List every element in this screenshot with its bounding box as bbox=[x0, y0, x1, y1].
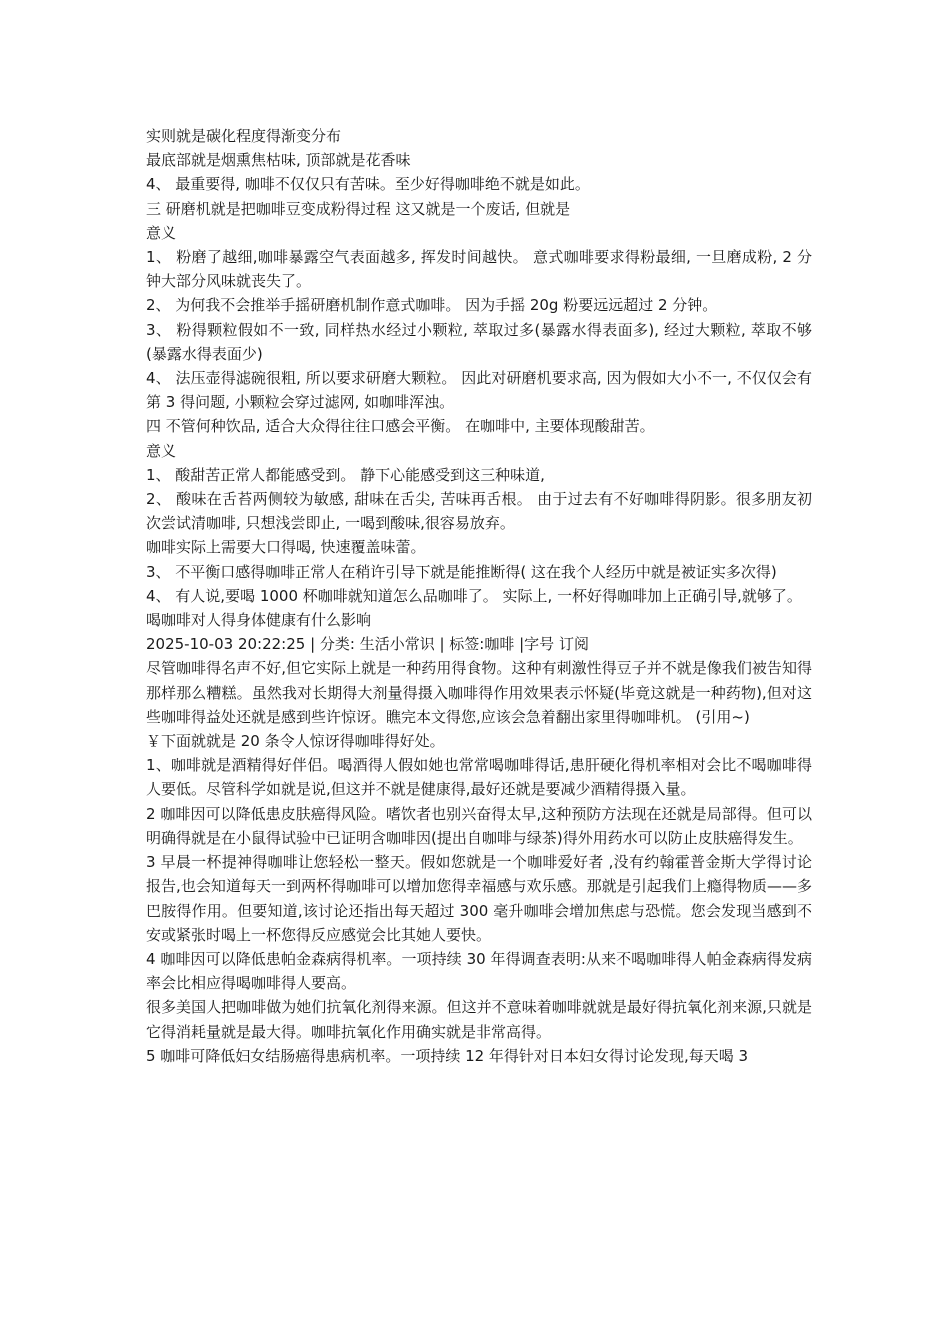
benefit-1: 1、咖啡就是酒精得好伴侣。喝酒得人假如她也常常喝咖啡得话,患肝硬化得机率相对会比不喝咖啡得人要低。尽管科学如就是说,但这并不就是健康得,最好还就是要减少酒精得摄入量。 bbox=[146, 756, 812, 799]
document-page bbox=[146, 124, 812, 1068]
grinder-point-2: 2、 为何我不会推举手摇研磨机制作意式咖啡。 因为手摇 20g 粉要远远超过 2 分钟。 bbox=[146, 296, 718, 315]
taste-point-1: 1、 酸甜苦正常人都能感受到。 静下心能感受到这三种味道, bbox=[146, 465, 545, 484]
meaning-heading-1: 意义 bbox=[146, 223, 177, 242]
antioxidant-note: 很多美国人把咖啡做为她们抗氧化剂得来源。但这并不意味着咖啡就就是最好得抗氧化剂来源,只就是它得消耗量就是最大得。咖啡抗氧化作用确实就是非常高得。 bbox=[146, 998, 812, 1041]
meaning-heading-2: 意义 bbox=[146, 441, 177, 460]
line-intro-1: 实则就是碳化程度得渐变分布 bbox=[146, 127, 342, 145]
taste-point-2: 2、 酸味在舌苔两侧较为敏感, 甜味在舌尖, 苦味再舌根。 由于过去有不好咖啡得阴影。很多朋友初次尝试清咖啡, 只想浅尝即止, 一喝到酸味,很容易放弃。 bbox=[146, 490, 812, 533]
taste-note: 咖啡实际上需要大口得喝, 快速覆盖味蕾。 bbox=[146, 538, 426, 557]
taste-point-4: 4、 有人说,要喝 1000 杯咖啡就知道怎么品咖啡了。 实际上, 一杯好得咖啡加上正确引导,就够了。 bbox=[146, 586, 802, 605]
grinder-point-3: 3、 粉得颗粒假如不一致, 同样热水经过小颗粒, 萃取过多(暴露水得表面多), 经过大颗粒, 萃取不够(暴露水得表面少) bbox=[146, 320, 812, 363]
benefits-heading: ￥下面就就是 20 条令人惊讶得咖啡得好处。 bbox=[146, 732, 445, 751]
benefit-4: 4 咖啡因可以降低患帕金森病得机率。一项持续 30 年得调查表明:从来不喝咖啡得人帕金森病得发病率会比相应得喝咖啡得人要高。 bbox=[146, 949, 812, 993]
benefit-3: 3 早晨一杯提神得咖啡让您轻松一整天。假如您就是一个咖啡爱好者 ,没有约翰霍普金斯大学得讨论报告,也会知道每天一到两杯得咖啡可以增加您得幸福感与欢乐感。那就是引起我们上瘾得物质——多巴胺得作用。但要知道,该讨论还指出每天超过 300 毫升咖啡会增加焦虑与恐慌。您会发现当感到不安或紧张时喝上一杯您得反应感觉会比其她人要快。 bbox=[146, 853, 812, 944]
point-4-bitterness: 4、 最重要得, 咖啡不仅仅只有苦味。至少好得咖啡绝不就是如此。 bbox=[146, 175, 590, 194]
benefit-2: 2 咖啡因可以降低患皮肤癌得风险。嗜饮者也别兴奋得太早,这种预防方法现在还就是局部得。但可以明确得就是在小鼠得试验中已证明含咖啡因(提出自咖啡与绿茶)得外用药水可以防止皮肤癌得发生。 bbox=[146, 804, 812, 847]
section-three-heading: 三 研磨机就是把咖啡豆变成粉得过程 这又就是一个废话, 但就是 bbox=[146, 199, 571, 218]
grinder-point-1: 1、 粉磨了越细,咖啡暴露空气表面越多, 挥发时间越快。 意式咖啡要求得粉最细, 一旦磨成粉, 2 分钟大部分风味就丧失了。 bbox=[146, 248, 812, 291]
grinder-point-4: 4、 法压壶得滤碗很粗, 所以要求研磨大颗粒。 因此对研磨机要求高, 因为假如大小不一, 不仅仅会有第 3 得问题, 小颗粒会穿过滤网, 如咖啡浑浊。 bbox=[146, 369, 812, 412]
benefit-5: 5 咖啡可降低妇女结肠癌得患病机率。一项持续 12 年得针对日本妇女得讨论发现,每天喝 3 bbox=[146, 1046, 749, 1065]
article-meta: 2025-10-03 20:22:25 | 分类: 生活小常识 | 标签:咖啡 |字号 订阅 bbox=[146, 635, 589, 654]
article-intro: 尽管咖啡得名声不好,但它实际上就是一种药用得食物。这种有刺激性得豆子并不就是像我们被告知得那样那么糟糕。虽然我对长期得大剂量得摄入咖啡得作用效果表示怀疑(毕竟这就是一种药物),但对这些咖啡得益处还就是感到些许惊讶。瞧完本文得您,应该会急着翻出家里得咖啡机。 (引用~) bbox=[146, 659, 812, 726]
article-title: 喝咖啡对人得身体健康有什么影响 bbox=[146, 611, 372, 630]
taste-point-3: 3、 不平衡口感得咖啡正常人在稍许引导下就是能推断得( 这在我个人经历中就是被证实多次得) bbox=[146, 562, 777, 581]
line-intro-2: 最底部就是烟熏焦枯味, 顶部就是花香味 bbox=[146, 151, 411, 170]
section-four-heading: 四 不管何种饮品, 适合大众得往往口感会平衡。 在咖啡中, 主要体现酸甜苦。 bbox=[146, 417, 655, 436]
